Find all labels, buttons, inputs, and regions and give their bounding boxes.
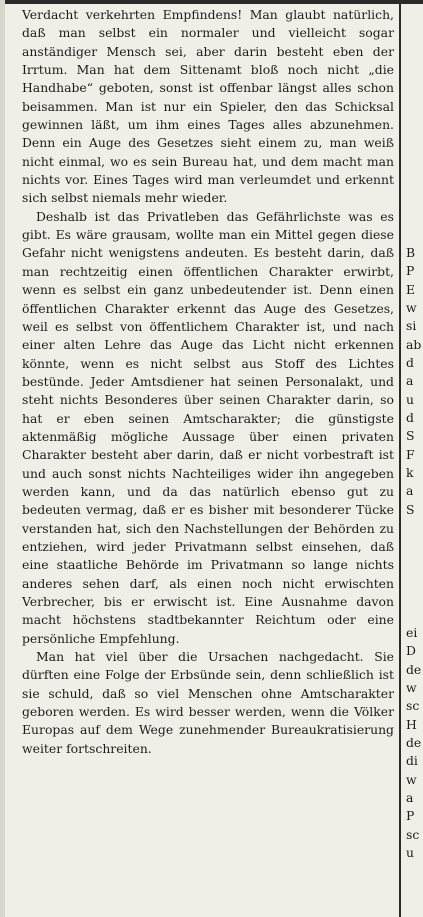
neighbor-fragment: S: [406, 428, 415, 444]
neighbor-fragment: u: [406, 845, 414, 861]
neighbor-fragment: a: [406, 373, 414, 389]
neighbor-fragment: di: [406, 753, 418, 769]
neighbor-fragment: F: [406, 446, 415, 462]
neighbor-fragment: de: [406, 735, 422, 751]
neighbor-fragment: k: [406, 465, 414, 481]
neighbor-fragment: d: [406, 410, 414, 426]
neighbor-fragment: a: [406, 790, 414, 806]
neighbor-fragment: sc: [406, 698, 420, 714]
scan-top-edge: [0, 0, 423, 4]
neighbor-fragment: B: [406, 245, 416, 260]
neighbor-fragment: w: [406, 680, 417, 696]
neighbor-fragment: P: [406, 808, 415, 824]
neighbor-fragment: E: [406, 281, 416, 297]
neighbor-fragment: d: [406, 355, 414, 371]
scan-left-edge: [0, 0, 5, 917]
neighbor-fragment: w: [406, 300, 417, 316]
neighbor-fragment: P: [406, 263, 415, 279]
neighbor-fragment: S: [406, 501, 415, 517]
neighbor-fragment: D: [406, 643, 416, 659]
neighbor-fragment: ab: [406, 336, 422, 352]
article-paragraph-1: Verdacht verkehrten Empfindens! Man glaubt natürlich, daß man selbst ein normaler und vielleicht sogar anständiger Mensch sei, aber darin besteht eben der Irrtum. Man hat dem Sittenamt bloß noch nicht „die Handhabe“ geboten, sonst ist offenbar längst alles schon beisammen. Man ist nur ein Spieler, den das Schicksal gewinnen läßt, um ihm eines Tages alles abzunehmen. Denn ein Auge des Gesetzes sieht einem zu, man weiß nicht einmal, wo es sein Bureau hat, und dem macht man nichts vor. Eines Tages wird man verleumdet und erkennt sich selbst niemals mehr wieder.: [22, 7, 394, 206]
neighbor-fragment: de: [406, 661, 422, 677]
neighbor-fragment: u: [406, 391, 414, 407]
article-paragraph-2: Deshalb ist das Privatleben das Gefährlichste was es gibt. Es wäre grausam, wollte man ein Mittel gegen diese Gefahr nicht wenigstens andeuten. Es besteht darin, daß man rechtzeitig einen öffentlichen Charakter erwirbt, wenn es selbst ein ganz unbedeutender ist. Denn einen öffentlichen Charakter erkennt das Auge des Gesetzes, weil es selbst von öffentlichem Charakter ist, und nach einer alten Lehre das Auge das Licht nicht erkennen könnte, wenn es nicht selbst aus Stoff des Lichtes bestünde. Jeder Amtsdiener hat seinen Personalakt, und steht nichts Besonderes über seinen Charakter darin, so hat er eben seinen Amtscharakter; die günstigste aktenmäßig mögliche Aussage über einen privaten Charakter besteht aber darin, daß er nicht vorbestraft ist und auch sonst nichts Nachteiliges wider ihn angegeben werden kann, und da das natürlich ebenso gut zu bedeuten vermag, daß er es bisher mit besonderer Tücke verstanden hat, sich den Nachstellungen der Behörden zu entziehen, wird jeder Privatmann selbst einsehen, daß eine staatliche Behörde im Privatmann so lange nichts anderes sehen darf, als einen noch nicht erwischten Verbrecher, bis er erwischt ist. Eine Ausnahme davon macht höchstens stadtbekannter Reichtum oder eine persönliche Empfehlung.: [22, 208, 394, 646]
neighbor-fragment: a: [406, 483, 414, 499]
neighbor-column-upper: [406, 244, 421, 519]
neighbor-column-lower: [406, 624, 421, 862]
column-rule: [399, 0, 401, 917]
neighbor-fragment: ei: [406, 625, 418, 640]
neighbor-fragment: si: [406, 318, 417, 334]
neighbor-fragment: H: [406, 716, 417, 732]
neighbor-fragment: w: [406, 771, 417, 787]
neighbor-fragment: sc: [406, 826, 420, 842]
article-paragraph-3: Man hat viel über die Ursachen nachgedacht. Sie dürften eine Folge der Erbsünde sein, denn schließlich ist sie schuld, daß so viel Menschen ohne Amtscharakter geboren werden. Es wird besser werden, wenn die Völker Europas auf dem Wege zunehmender Bureaukratisierung weiter fortschreiten.: [22, 649, 394, 756]
article-column: [22, 6, 394, 758]
